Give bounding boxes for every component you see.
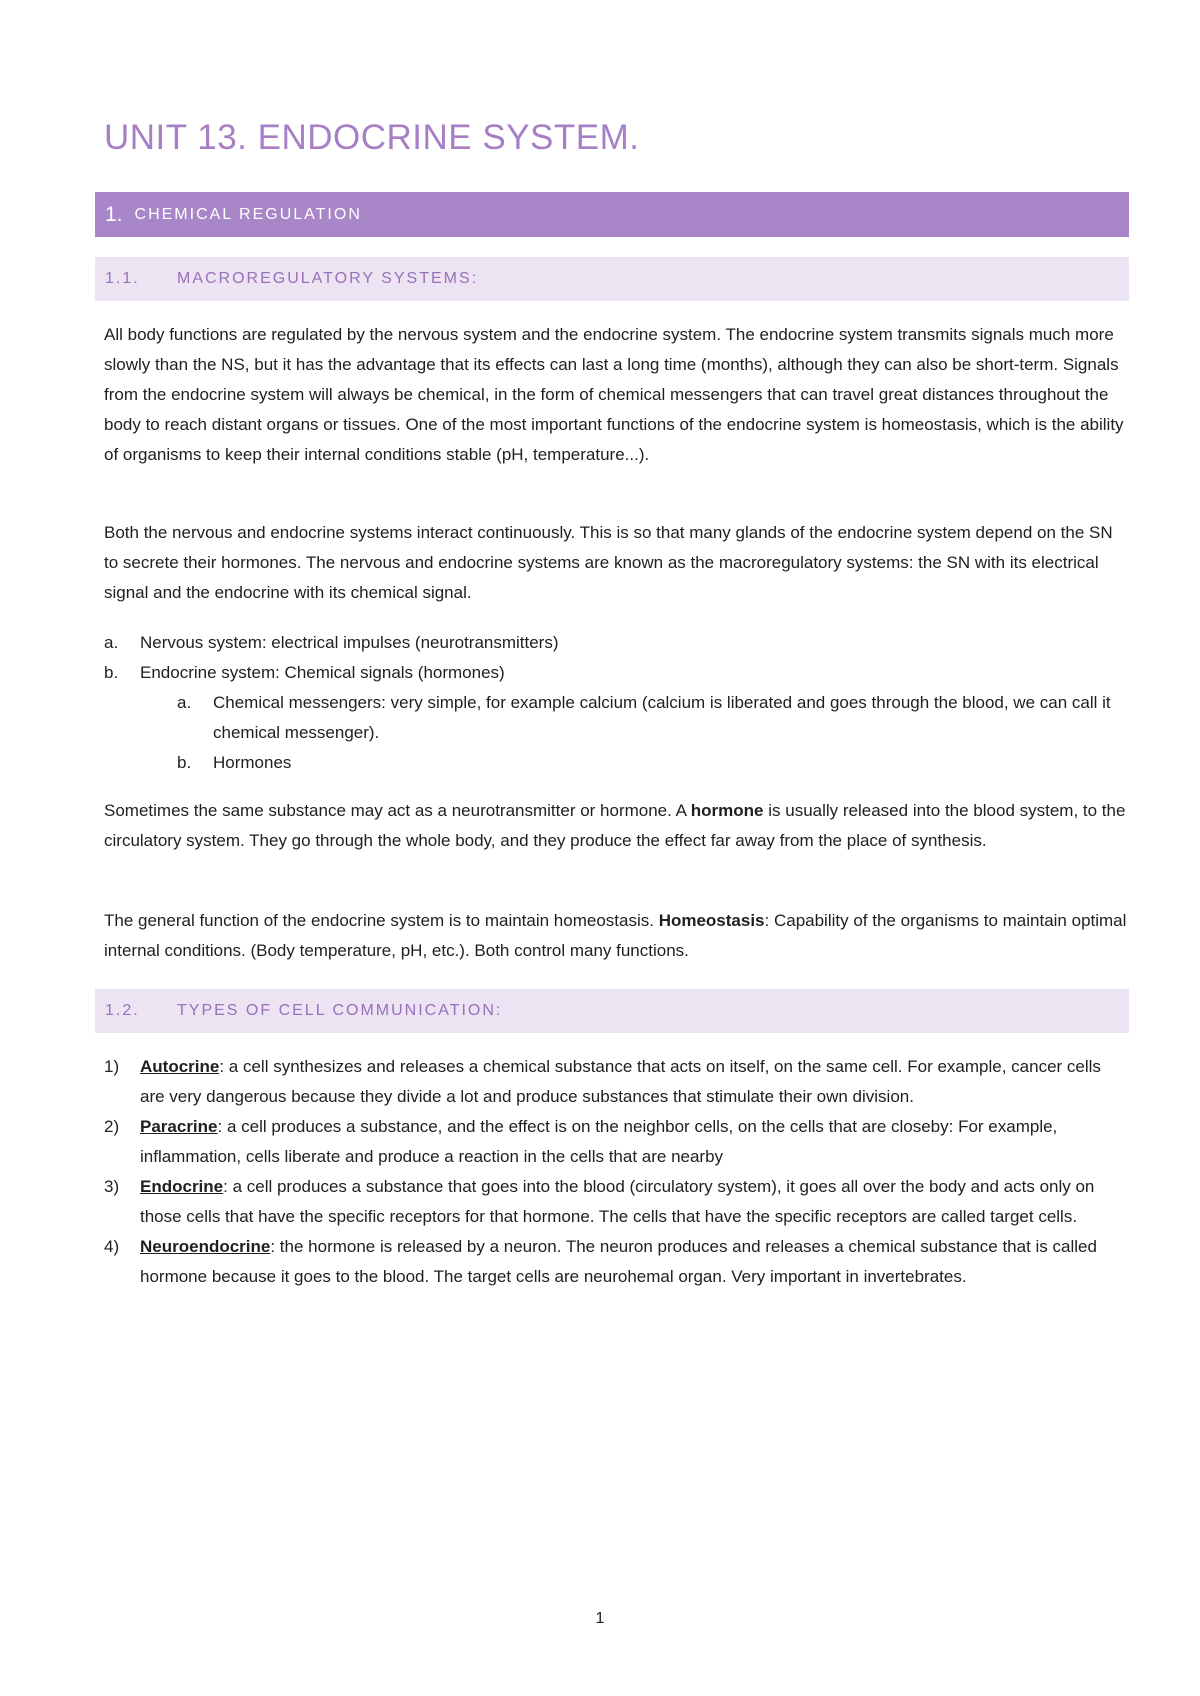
list-systems <box>104 628 1128 778</box>
sublist-item: a. Chemical messengers: very simple, for example calcium (calcium is liberated and goes through the blood, we can call it chemical messenger). <box>177 693 1111 742</box>
sublist-item: b. Hormones <box>177 753 292 772</box>
list-item-endocrine: 3) Endocrine: a cell produces a substance that goes into the blood (circulatory system), it goes all over the body and acts only on those cells that have the specific receptors for that hormone. The cells that have the specific receptors are called target cells. <box>104 1177 1095 1226</box>
subsection-label: TYPES OF CELL COMMUNICATION: <box>177 1002 503 1019</box>
term-homeostasis: Homeostasis <box>658 911 765 930</box>
paragraph-hormone: Sometimes the same substance may act as a neurotransmitter or hormone. A hormone is usually released into the blood system, to the circulatory system. They go through the whole body, and they produce the effect far away from the place of synthesis. <box>104 801 1126 850</box>
paragraph-body-functions: All body functions are regulated by the nervous system and the endocrine system. The endocrine system transmits signals much more slowly than the NS, but it has the advantage that its effects can last a long time (months), although they can also be short-term. Signals from the endocrine system will always be chemical, in the form of chemical messengers that can travel great distances throughout the body to reach distant organs or tissues. One of the most important functions of the endocrine system is homeostasis, which is the ability of organisms to keep their internal conditions stable (pH, temperature...). <box>104 325 1124 464</box>
list-item-autocrine: 1) Autocrine: a cell synthesizes and releases a chemical substance that acts on itself, on the same cell. For example, cancer cells are very dangerous because they divide a lot and produce substances that stimulate their own division. <box>104 1057 1101 1106</box>
term-hormone: hormone <box>690 801 764 820</box>
subsection-heading-cell-communication <box>95 989 1129 1033</box>
section-number: 1. <box>105 202 123 226</box>
section-heading-chemical-regulation <box>95 192 1129 237</box>
page-number: 1 <box>595 1610 605 1627</box>
list-item-neuroendocrine: 4) Neuroendocrine: the hormone is released by a neuron. The neuron produces and releases a chemical substance that is called hormone because it goes to the blood. The target cells are neurohemal organ. Very important in invertebrates. <box>104 1237 1097 1286</box>
section-label: CHEMICAL REGULATION <box>134 205 362 223</box>
paragraph-systems-interaction: Both the nervous and endocrine systems interact continuously. This is so that many glands of the endocrine system depend on the SN to secrete their hormones. The nervous and endocrine systems are known as the macroregulatory systems: the SN with its electrical signal and the endocrine with its chemical signal. <box>104 523 1113 602</box>
subsection-number: 1.2. <box>105 1002 140 1019</box>
list-cell-communication <box>104 1052 1128 1292</box>
list-item: b. Endocrine system: Chemical signals (hormones) <box>104 663 505 682</box>
list-item: a. Nervous system: electrical impulses (neurotransmitters) <box>104 633 559 652</box>
list-item-paracrine: 2) Paracrine: a cell produces a substance, and the effect is on the neighbor cells, on the cells that are closeby: For example, inflammation, cells liberate and produce a reaction in the cells that are nearby <box>104 1117 1058 1166</box>
subsection-heading-macroregulatory <box>95 257 1129 301</box>
term-paracrine: Paracrine <box>140 1117 218 1136</box>
subsection-number: 1.1. <box>105 270 140 287</box>
paragraph-homeostasis: The general function of the endocrine system is to maintain homeostasis. Homeostasis: Capability of the organisms to maintain optimal internal conditions. (Body temperature, pH, etc.). Both control many functions. <box>104 911 1127 960</box>
subsection-label: MACROREGULATORY SYSTEMS: <box>177 270 479 287</box>
term-autocrine: Autocrine <box>140 1057 220 1076</box>
term-neuroendocrine: Neuroendocrine <box>140 1237 271 1256</box>
term-endocrine: Endocrine <box>140 1177 224 1196</box>
document-title: UNIT 13. ENDOCRINE SYSTEM. <box>104 118 640 157</box>
